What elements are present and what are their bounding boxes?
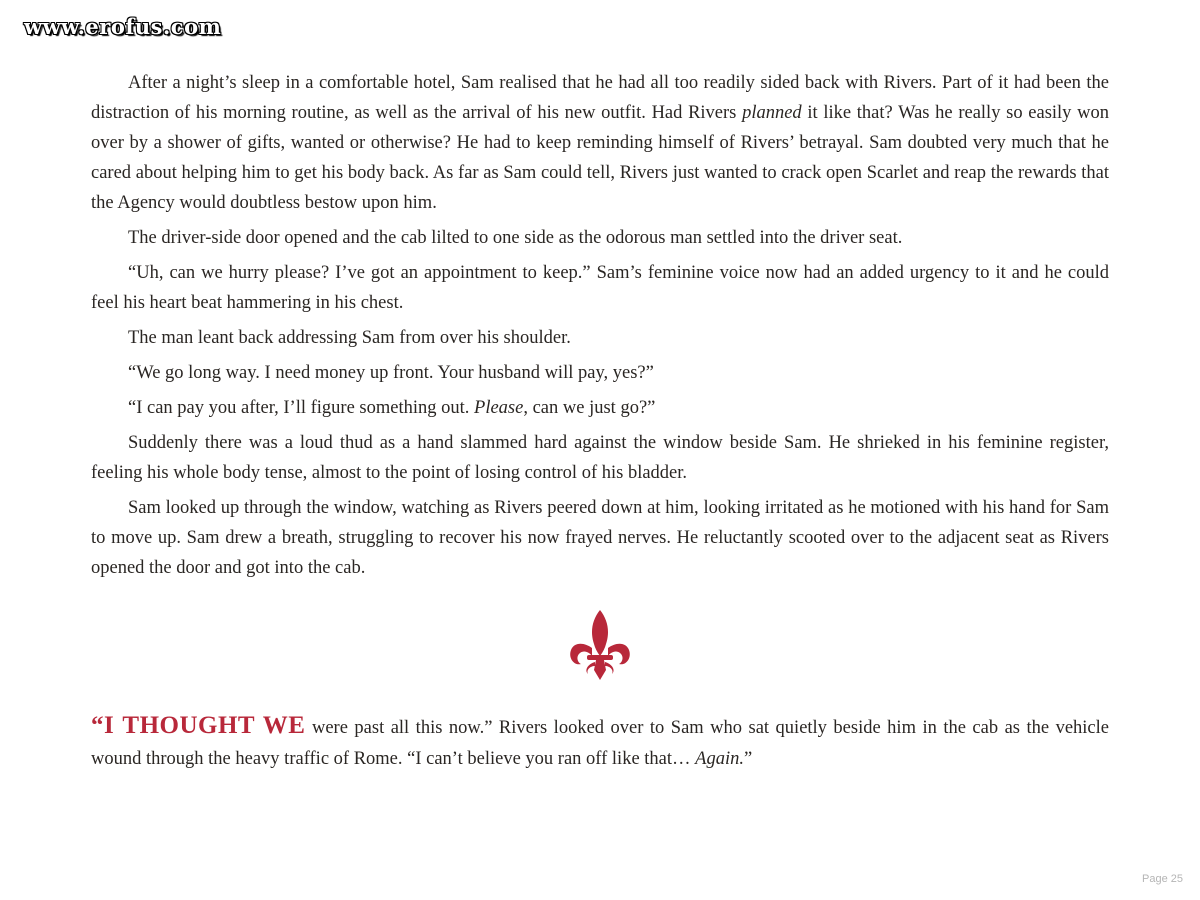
story-text: [91, 68, 1109, 588]
paragraph-8: Sam looked up through the window, watching as Rivers peered down at him, looking irritated as he motioned with his hand for Sam to move up. Sam drew a breath, struggling to recover his now frayed nerves. He reluctantly scooted over to the adjacent seat as Rivers opened the door and got into the cab.: [91, 498, 1109, 578]
paragraph-6: “I can pay you after, I’ll figure something out. Please, can we just go?”: [128, 398, 656, 418]
drop-lead-words: “I THOUGHT WE: [91, 712, 306, 739]
paragraph-3: “Uh, can we hurry please? I’ve got an appointment to keep.” Sam’s feminine voice now had an added urgency to it and he could feel his heart beat hammering in his chest.: [91, 263, 1109, 313]
paragraph-2: The driver-side door opened and the cab lilted to one side as the odorous man settled into the driver seat.: [128, 228, 903, 248]
paragraph-7: Suddenly there was a loud thud as a hand slammed hard against the window beside Sam. He shrieked in his feminine register, feeling his whole body tense, almost to the point of losing control of his bladder.: [91, 433, 1109, 483]
paragraph-5: “We go long way. I need money up front. Your husband will pay, yes?”: [128, 363, 654, 383]
site-watermark: www.erofus.com: [24, 14, 222, 39]
fleur-de-lis-shape: [570, 610, 630, 680]
page-number: Page 25: [1142, 873, 1183, 885]
fleur-de-lis-icon: [568, 608, 632, 682]
paragraph-1: After a night’s sleep in a comfortable hotel, Sam realised that he had all too readily sided back with Rivers. Part of it had been the distraction of his morning routine, as well as the arrival of his new outfit. Had Rivers planned it like that? Was he really so easily won over by a shower of gifts, wanted or otherwise? He had to keep reminding himself of Rivers’ betrayal. Sam doubted very much that he cared about helping him to get his body back. As far as Sam could tell, Rivers just wanted to crack open Scarlet and reap the rewards that the Agency would doubtless bestow upon him.: [91, 73, 1109, 213]
paragraph-4: The man leant back addressing Sam from over his shoulder.: [128, 328, 571, 348]
chapter-opening-paragraph: “I THOUGHT WE were past all this now.” Rivers looked over to Sam who sat quietly beside him in the cab as the vehicle wound through the heavy traffic of Rome. “I can’t believe you ran off like that… Again.”: [91, 712, 1109, 769]
